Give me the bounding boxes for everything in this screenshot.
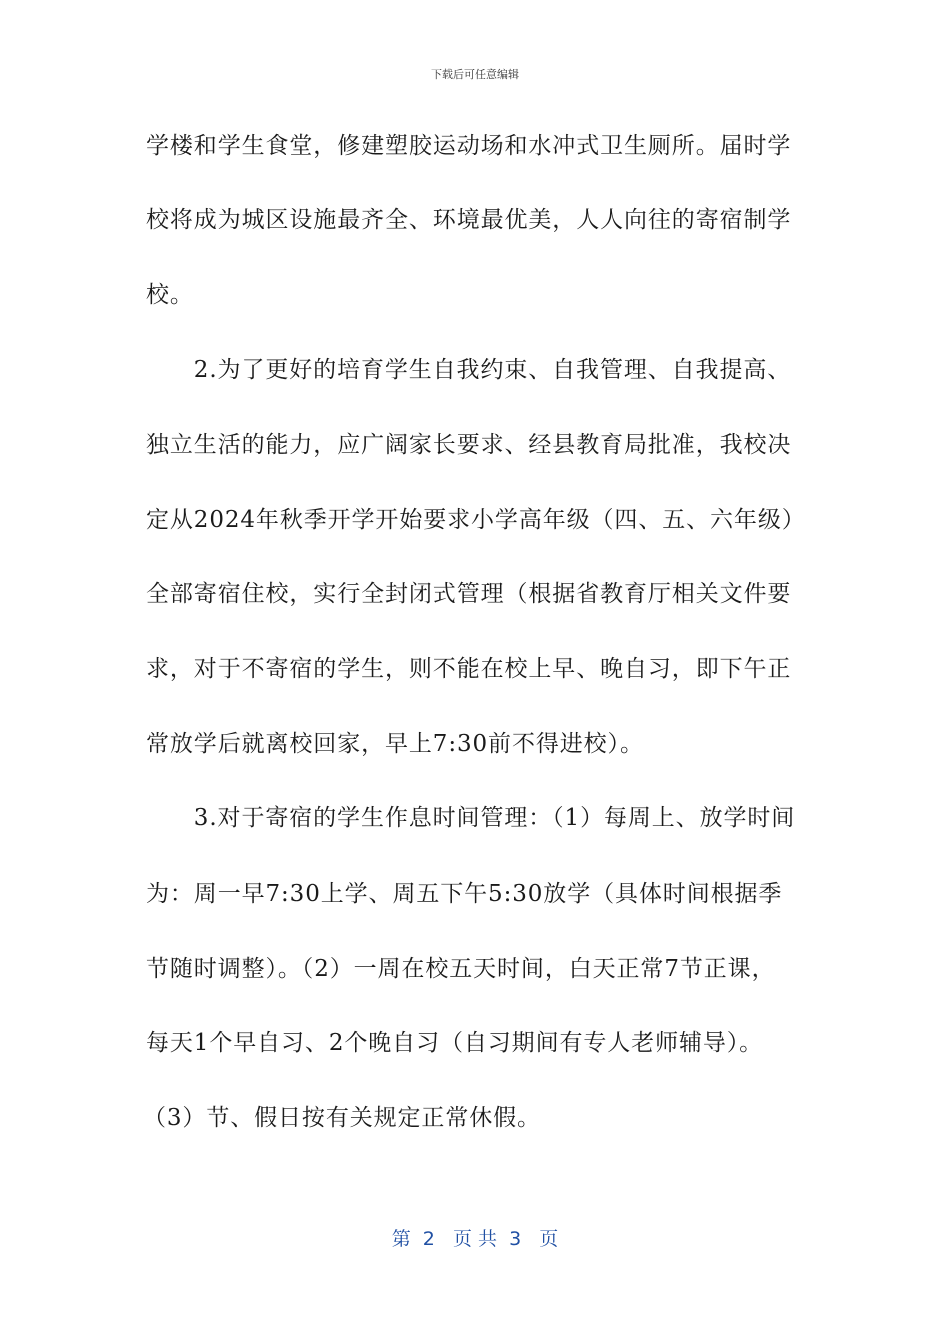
body-line: 校将成为城区设施最齐全、环境最优美，人人向往的寄宿制学 — [146, 207, 792, 233]
page-number-footer: 第 2 页 共 3 页 — [391, 1228, 559, 1250]
body-line: 校。 — [146, 282, 194, 308]
page-header-note: 下载后可任意编辑 — [431, 68, 519, 81]
body-line: 独立生活的能力，应广阔家长要求、经县教育局批准，我校决 — [146, 432, 792, 458]
body-line: 学楼和学生食堂，修建塑胶运动场和水冲式卫生厕所。届时学 — [146, 133, 792, 159]
body-line: 定从2024年秋季开学开始要求小学高年级（四、五、六年级） — [146, 507, 806, 533]
body-line: 2.为了更好的培育学生自我约束、自我管理、自我提高、 — [146, 357, 792, 383]
body-line: 每天1个早自习、2个晚自习（自习期间有专人老师辅导）。 — [146, 1030, 764, 1056]
body-line: 常放学后就离校回家，早上7:30前不得进校）。 — [146, 731, 644, 757]
body-line: 为：周一早7:30上学、周五下午5:30放学（具体时间根据季 — [146, 881, 783, 907]
body-line: （3）节、假日按有关规定正常休假。 — [143, 1105, 541, 1131]
body-line: 节随时调整）。（2）一周在校五天时间，白天正常7节正课， — [146, 956, 776, 982]
body-line: 3.对于寄宿的学生作息时间管理：（1）每周上、放学时间 — [146, 805, 796, 831]
body-line: 求，对于不寄宿的学生，则不能在校上早、晚自习，即下午正 — [146, 656, 792, 682]
body-line: 全部寄宿住校，实行全封闭式管理（根据省教育厅相关文件要 — [146, 581, 792, 607]
